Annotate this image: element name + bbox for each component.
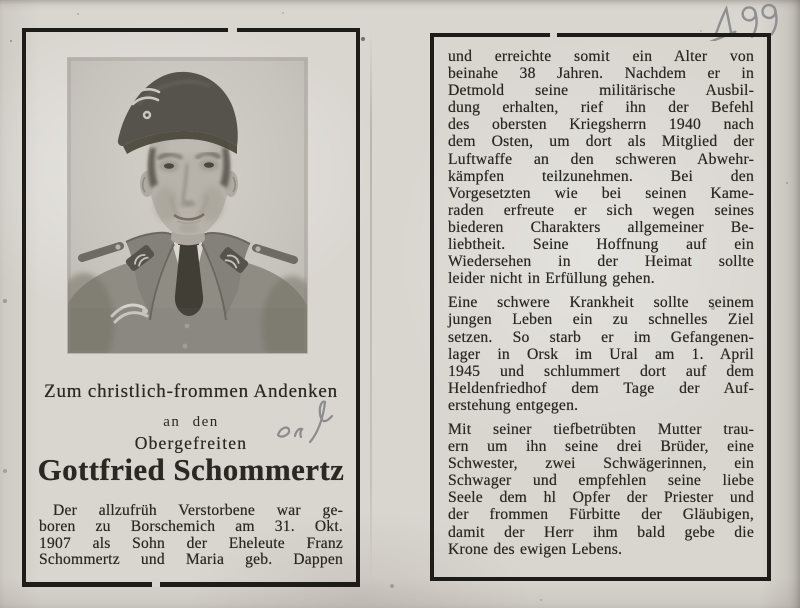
dedication-an-den: an den xyxy=(163,414,219,430)
text-line: und erreichte somit ein Alter von xyxy=(448,48,754,65)
text-line: liebtheit. Seine Hoffnung auf ein xyxy=(448,236,754,254)
text-line: dem Osten, um dort als Mitglied der xyxy=(448,133,754,151)
text-line: beinahe 38 Jahren. Nachdem er in xyxy=(448,65,754,83)
text-line: Seele dem hl Opfer der Priester und xyxy=(448,489,754,507)
text-line: Krone des ewigen Lebens. xyxy=(448,540,623,558)
bio-line: boren zu Borschemich am 31. Okt. xyxy=(39,518,343,536)
text-line: Heldenfriedhof dem Tage der Auf- xyxy=(448,379,754,397)
text-line: dung erhalten, rief ihn der Befehl xyxy=(448,99,754,117)
text-line: lager in Orsk im Ural am 1. April xyxy=(448,345,754,363)
deceased-name: Gottfried Schommertz xyxy=(37,452,345,487)
obituary-paragraph-2 xyxy=(448,294,754,414)
paper-speckles xyxy=(0,0,2,2)
text-line: 1945 und schlummert dort auf dem xyxy=(448,362,754,380)
obituary-paragraph-3 xyxy=(448,421,754,558)
frame-border-gap xyxy=(228,28,237,32)
text-line: des obersten Kriegsherrn 1940 nach xyxy=(448,116,754,134)
text-line: biederen Charakters allgemeiner Be- xyxy=(448,218,754,236)
portrait-photo xyxy=(68,58,307,353)
text-line: ern um ihn seine drei Brüder, eine xyxy=(448,438,754,456)
text-line: jungen Leben ein zu schnelles Ziel xyxy=(448,311,754,329)
text-line: Schwester, zwei Schwägerinnen, ein xyxy=(448,455,754,473)
text-line: Mit seiner tiefbetrübten Mutter trau- xyxy=(448,420,754,438)
text-line: Vorgesetzten wie bei seinen Kame- xyxy=(448,184,754,202)
dedication-line: Zum christlich-frommen Andenken xyxy=(44,381,338,402)
rank-line: Obergefreiten xyxy=(134,433,248,453)
text-line: setzen. So starb er im Gefangenen- xyxy=(448,328,754,346)
card-fold-shadow xyxy=(370,32,372,584)
frame-border-gap xyxy=(550,33,557,37)
text-line: damit der Herr ihm bald gebe die xyxy=(448,523,754,541)
text-line: der frommen Fürbitte der Gläubigen, xyxy=(448,506,754,524)
text-line: Detmold seine militärische Ausbil- xyxy=(448,82,754,100)
obituary-paragraph-1 xyxy=(448,48,754,287)
bio-line: 1907 als Sohn der Eheleute Franz xyxy=(39,534,343,552)
frame-border-gap xyxy=(152,582,160,587)
text-line: Wiedersehen in der Heimat sollte xyxy=(448,253,754,271)
text-line: raden erfreute er sich wegen seines xyxy=(448,201,754,219)
text-line: Luftwaffe an den schweren Abwehr- xyxy=(448,150,754,168)
text-line: erstehung entgegen. xyxy=(448,396,579,414)
text-line: leider nicht in Erfüllung gehen. xyxy=(448,270,655,288)
obituary-text xyxy=(448,48,754,558)
text-line: Schwager und empfehlen seine liebe xyxy=(448,472,754,490)
left-page xyxy=(22,28,360,587)
bio-line: Der allzufrüh Verstorbene war ge- xyxy=(53,502,343,519)
right-page xyxy=(430,33,771,581)
bio-line: Schommertz und Maria geb. Dappen xyxy=(39,551,343,569)
text-line: kämpfen teilzunehmen. Bei den xyxy=(448,167,754,185)
text-line: Eine schwere Krankheit sollte seinem xyxy=(448,294,754,312)
birth-details xyxy=(39,503,343,569)
